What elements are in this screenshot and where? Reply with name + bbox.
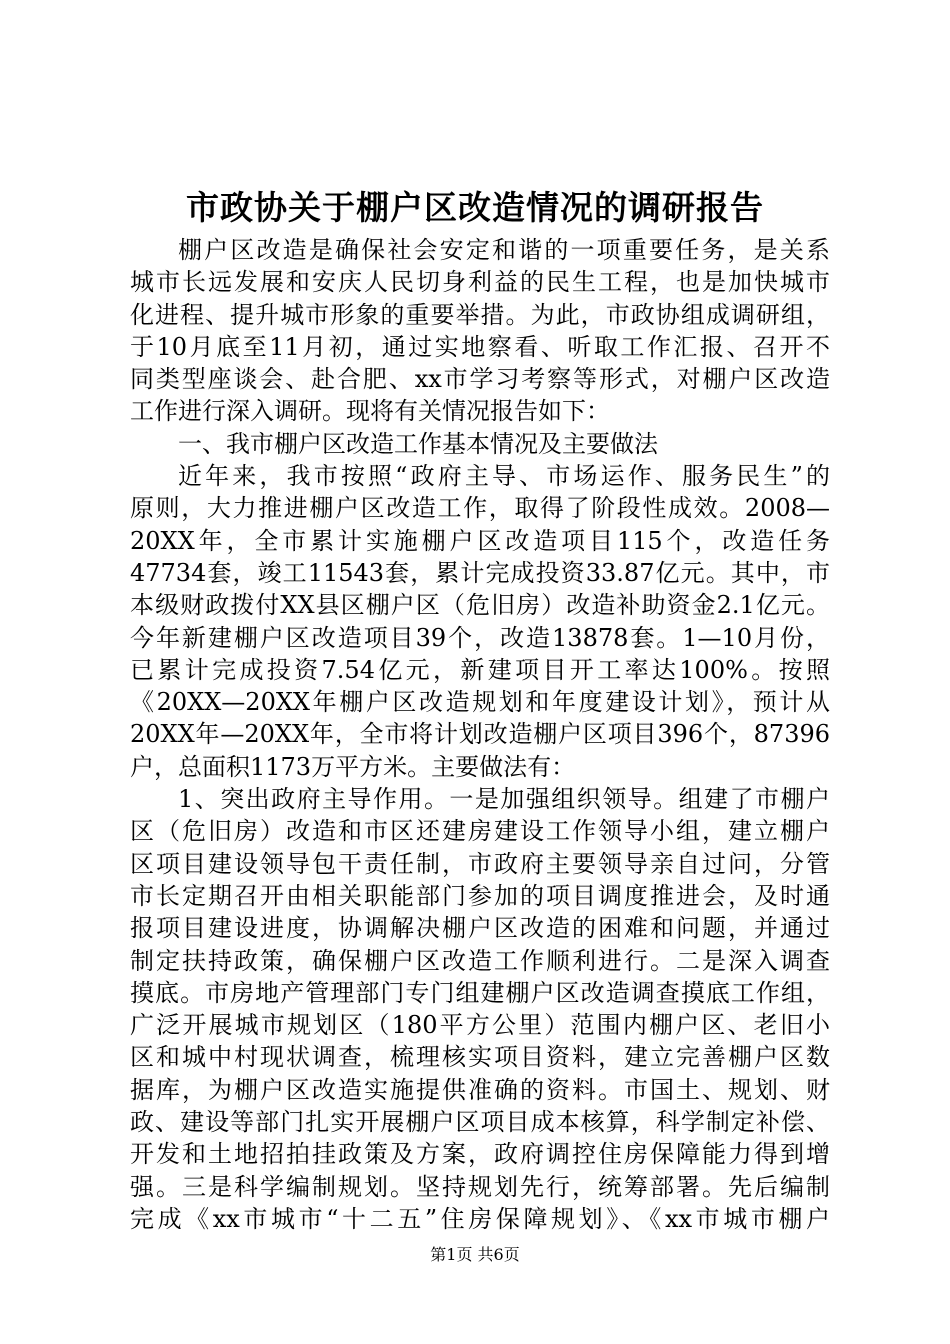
- body-line: 20XX年，全市累计实施棚户区改造项目115个，改造任务: [130, 526, 830, 555]
- body-line: 棚户区改造是确保社会安定和谐的一项重要任务，是关系: [178, 236, 830, 264]
- body-line: 强。三是科学编制规划。坚持规划先行，统筹部署。先后编制: [130, 1172, 830, 1201]
- body-line: 工作进行深入调研。现将有关情况报告如下：: [130, 397, 610, 426]
- body-line: 区（危旧房）改造和市区还建房建设工作领导小组，建立棚户: [130, 817, 830, 846]
- section-heading: 一、我市棚户区改造工作基本情况及主要做法: [178, 429, 658, 458]
- body-line: 开发和土地招拍挂政策及方案，政府调控住房保障能力得到增: [130, 1140, 830, 1169]
- body-line: 原则，大力推进棚户区改造工作，取得了阶段性成效。2008—: [130, 494, 830, 523]
- body-line: 近年来，我市按照“政府主导、市场运作、服务民生”的: [178, 462, 830, 491]
- body-line: 户，总面积1173万平方米。主要做法有：: [130, 752, 576, 781]
- body-line: 已累计完成投资7.54亿元，新建项目开工率达100%。按照: [130, 655, 830, 684]
- body-line: 于10月底至11月初，通过实地察看、听取工作汇报、召开不: [130, 332, 830, 361]
- body-line: 报项目建设进度，协调解决棚户区改造的困难和问题，并通过: [130, 914, 830, 943]
- page-number-footer: 第1页 共6页: [430, 1245, 520, 1264]
- body-line: 制定扶持政策，确保棚户区改造工作顺利进行。二是深入调查: [130, 946, 830, 975]
- body-line: 化进程、提升城市形象的重要举措。为此，市政协组成调研组，: [130, 300, 830, 329]
- document-title: 市政协关于棚户区改造情况的调研报告: [186, 188, 764, 227]
- body-line: 摸底。市房地产管理部门专门组建棚户区改造调查摸底工作组，: [130, 978, 830, 1007]
- body-line: 今年新建棚户区改造项目39个，改造13878套。1—10月份，: [130, 623, 830, 652]
- body-line: 据库，为棚户区改造实施提供准确的资料。市国土、规划、财: [130, 1075, 830, 1104]
- body-line: 1、突出政府主导作用。一是加强组织领导。组建了市棚户: [178, 785, 830, 814]
- body-line: 《20XX—20XX年棚户区改造规划和年度建设计划》，预计从: [130, 688, 830, 717]
- body-line: 区和城中村现状调查，梳理核实项目资料，建立完善棚户区数: [130, 1043, 830, 1072]
- body-line: 广泛开展城市规划区（180平方公里）范围内棚户区、老旧小: [130, 1011, 830, 1040]
- body-line: 城市长远发展和安庆人民切身利益的民生工程，也是加快城市: [130, 268, 830, 297]
- body-line: 同类型座谈会、赴合肥、xx市学习考察等形式，对棚户区改造: [130, 365, 830, 394]
- body-line: 本级财政拨付XX县区棚户区（危旧房）改造补助资金2.1亿元。: [130, 591, 830, 620]
- document-body: [130, 234, 830, 1235]
- body-line: 区项目建设领导包干责任制，市政府主要领导亲自过问，分管: [130, 849, 830, 878]
- body-line: 20XX年—20XX年，全市将计划改造棚户区项目396个，87396: [130, 720, 830, 749]
- body-line: 市长定期召开由相关职能部门参加的项目调度推进会，及时通: [130, 881, 830, 910]
- body-line: 47734套，竣工11543套，累计完成投资33.87亿元。其中，市: [130, 558, 830, 587]
- body-line: 完成《xx市城市“十二五”住房保障规划》、《xx市城市棚户: [130, 1204, 830, 1233]
- body-line: 政、建设等部门扎实开展棚户区项目成本核算，科学制定补偿、: [130, 1108, 830, 1137]
